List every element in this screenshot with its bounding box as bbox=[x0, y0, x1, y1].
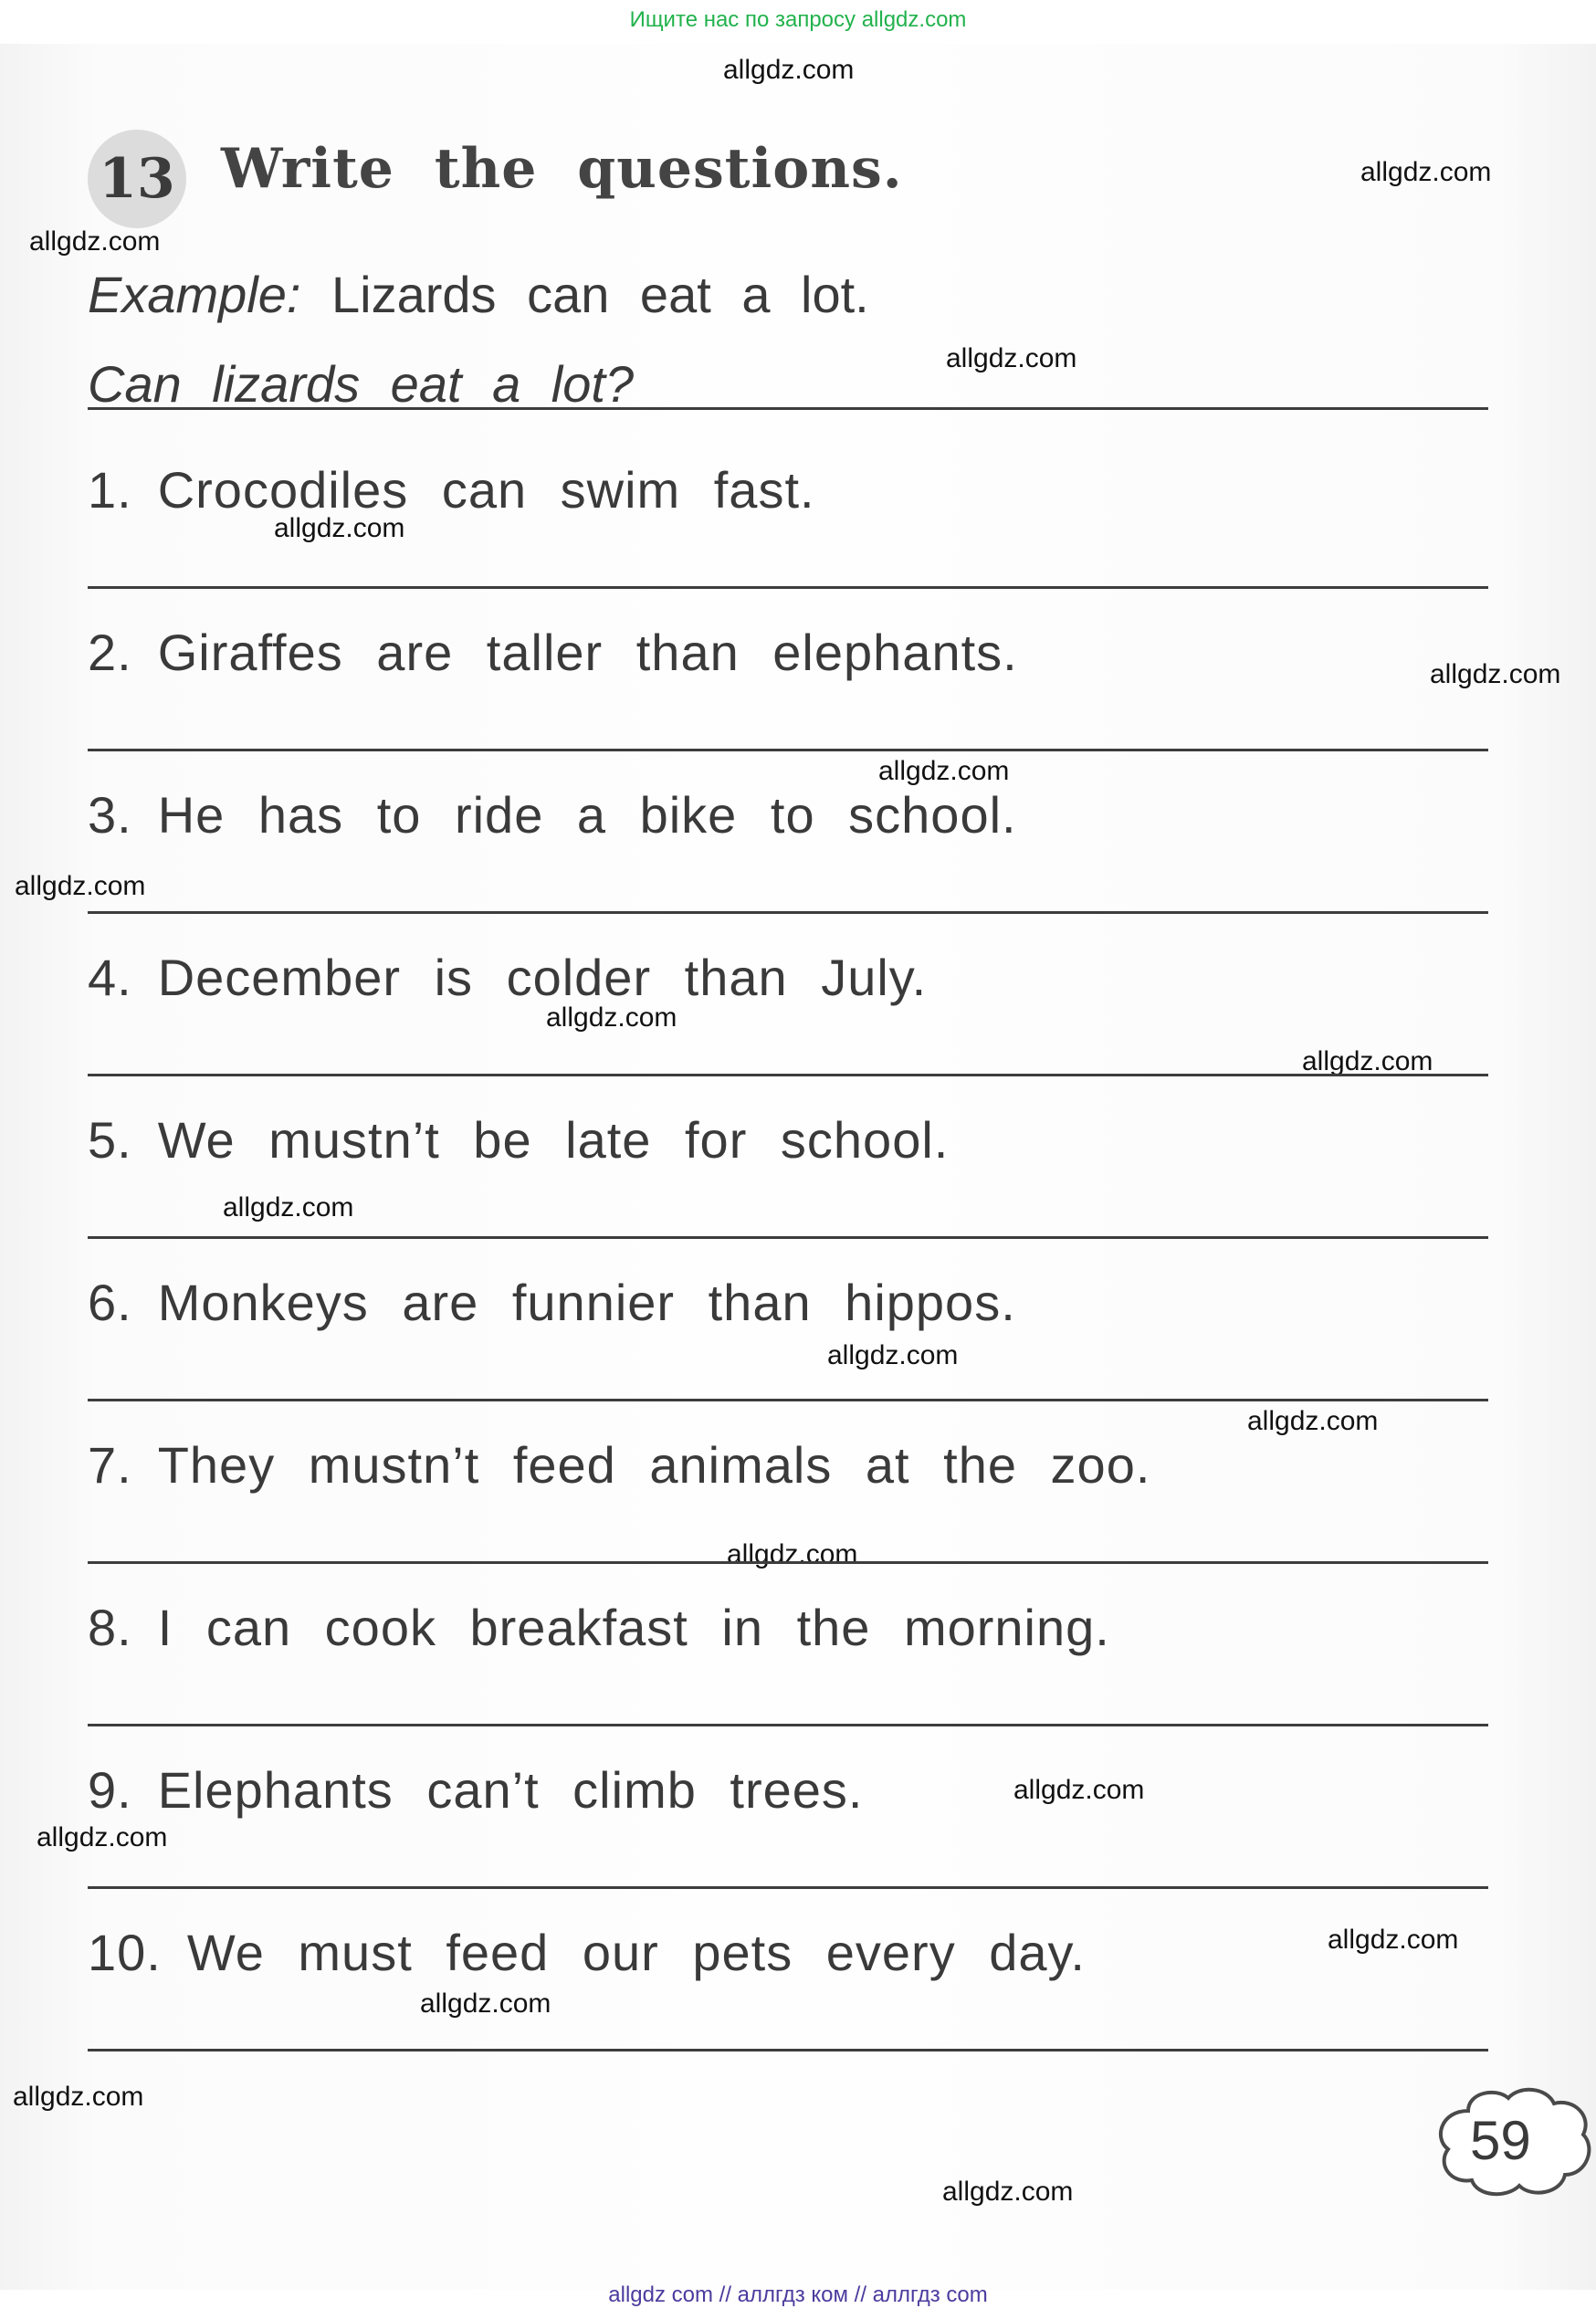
item-sentence: They mustn’t feed animals at the zoo. bbox=[157, 1436, 1151, 1494]
watermark: allgdz.com bbox=[942, 2177, 1074, 2207]
answer-line-6[interactable] bbox=[88, 1399, 1488, 1401]
watermark: allgdz.com bbox=[29, 226, 161, 257]
watermark: allgdz.com bbox=[827, 1340, 959, 1370]
item-number: 5. bbox=[88, 1111, 132, 1169]
question-item-8 bbox=[88, 1598, 1110, 1657]
answer-line-7[interactable] bbox=[88, 1561, 1488, 1564]
exercise-title: Write the questions. bbox=[221, 137, 903, 201]
item-number: 9. bbox=[88, 1761, 132, 1819]
item-number: 8. bbox=[88, 1599, 132, 1656]
watermark: allgdz.com bbox=[1360, 157, 1492, 187]
answer-line-8[interactable] bbox=[88, 1724, 1488, 1726]
example-label: Example: bbox=[88, 266, 301, 323]
example-line bbox=[88, 265, 869, 324]
answer-line-5[interactable] bbox=[88, 1236, 1488, 1239]
watermark: allgdz.com bbox=[37, 1822, 168, 1852]
question-item-2 bbox=[88, 623, 1018, 682]
watermark: allgdz.com bbox=[723, 55, 855, 85]
watermark: allgdz.com bbox=[1013, 1775, 1145, 1805]
item-number: 7. bbox=[88, 1436, 132, 1494]
item-number: 3. bbox=[88, 786, 132, 844]
watermark: allgdz.com bbox=[1328, 1925, 1459, 1955]
example-answer-line bbox=[88, 407, 1488, 410]
question-item-6 bbox=[88, 1273, 1016, 1332]
item-sentence: We mustn’t be late for school. bbox=[157, 1111, 950, 1169]
question-item-5 bbox=[88, 1110, 949, 1170]
example-answer: Can lizards eat a lot? bbox=[88, 355, 635, 413]
item-sentence: I can cook breakfast in the morning. bbox=[157, 1599, 1110, 1656]
watermark: allgdz.com bbox=[878, 756, 1010, 786]
question-item-4 bbox=[88, 948, 927, 1007]
item-sentence: We must feed our pets every day. bbox=[186, 1924, 1086, 1981]
question-item-3 bbox=[88, 785, 1017, 845]
watermark: allgdz.com bbox=[1247, 1406, 1379, 1436]
answer-line-2[interactable] bbox=[88, 749, 1488, 751]
item-number: 1. bbox=[88, 461, 132, 519]
watermark: allgdz.com bbox=[1430, 659, 1561, 689]
question-item-1 bbox=[88, 460, 815, 519]
watermark: allgdz.com bbox=[546, 1002, 677, 1033]
watermark: allgdz.com bbox=[1302, 1046, 1433, 1076]
item-number: 2. bbox=[88, 624, 132, 681]
watermark: allgdz.com bbox=[15, 871, 146, 901]
question-item-7 bbox=[88, 1435, 1150, 1495]
watermark: allgdz.com bbox=[13, 2082, 144, 2112]
answer-line-1[interactable] bbox=[88, 586, 1488, 589]
item-sentence: Elephants can’t climb trees. bbox=[157, 1761, 864, 1819]
item-number: 10. bbox=[88, 1924, 162, 1981]
watermark: allgdz.com bbox=[946, 343, 1077, 373]
top-banner[interactable]: Ищите нас по запросу allgdz.com bbox=[629, 7, 967, 32]
exercise-number: 13 bbox=[99, 147, 175, 211]
watermark: allgdz.com bbox=[727, 1539, 858, 1569]
answer-line-9[interactable] bbox=[88, 1886, 1488, 1889]
answer-line-3[interactable] bbox=[88, 911, 1488, 914]
watermark: allgdz.com bbox=[223, 1192, 354, 1222]
question-item-9 bbox=[88, 1760, 863, 1820]
item-sentence: December is colder than July. bbox=[157, 949, 928, 1006]
watermark: allgdz.com bbox=[274, 513, 405, 543]
item-sentence: He has to ride a bike to school. bbox=[157, 786, 1017, 844]
item-sentence: Giraffes are taller than elephants. bbox=[157, 624, 1018, 681]
item-number: 4. bbox=[88, 949, 132, 1006]
question-item-10 bbox=[88, 1923, 1086, 1982]
bottom-banner[interactable]: allgdz com // аллгдз ком // аллгдз com bbox=[608, 2282, 988, 2307]
exercise-number-badge bbox=[88, 130, 186, 228]
item-sentence: Monkeys are funnier than hippos. bbox=[157, 1274, 1016, 1331]
item-sentence: Crocodiles can swim fast. bbox=[157, 461, 815, 519]
item-number: 6. bbox=[88, 1274, 132, 1331]
page-number: 59 bbox=[1470, 2110, 1531, 2171]
answer-line-10[interactable] bbox=[88, 2049, 1488, 2051]
answer-line-4[interactable] bbox=[88, 1074, 1488, 1076]
example-sentence: Lizards can eat a lot. bbox=[331, 266, 869, 323]
watermark: allgdz.com bbox=[420, 1988, 551, 2019]
